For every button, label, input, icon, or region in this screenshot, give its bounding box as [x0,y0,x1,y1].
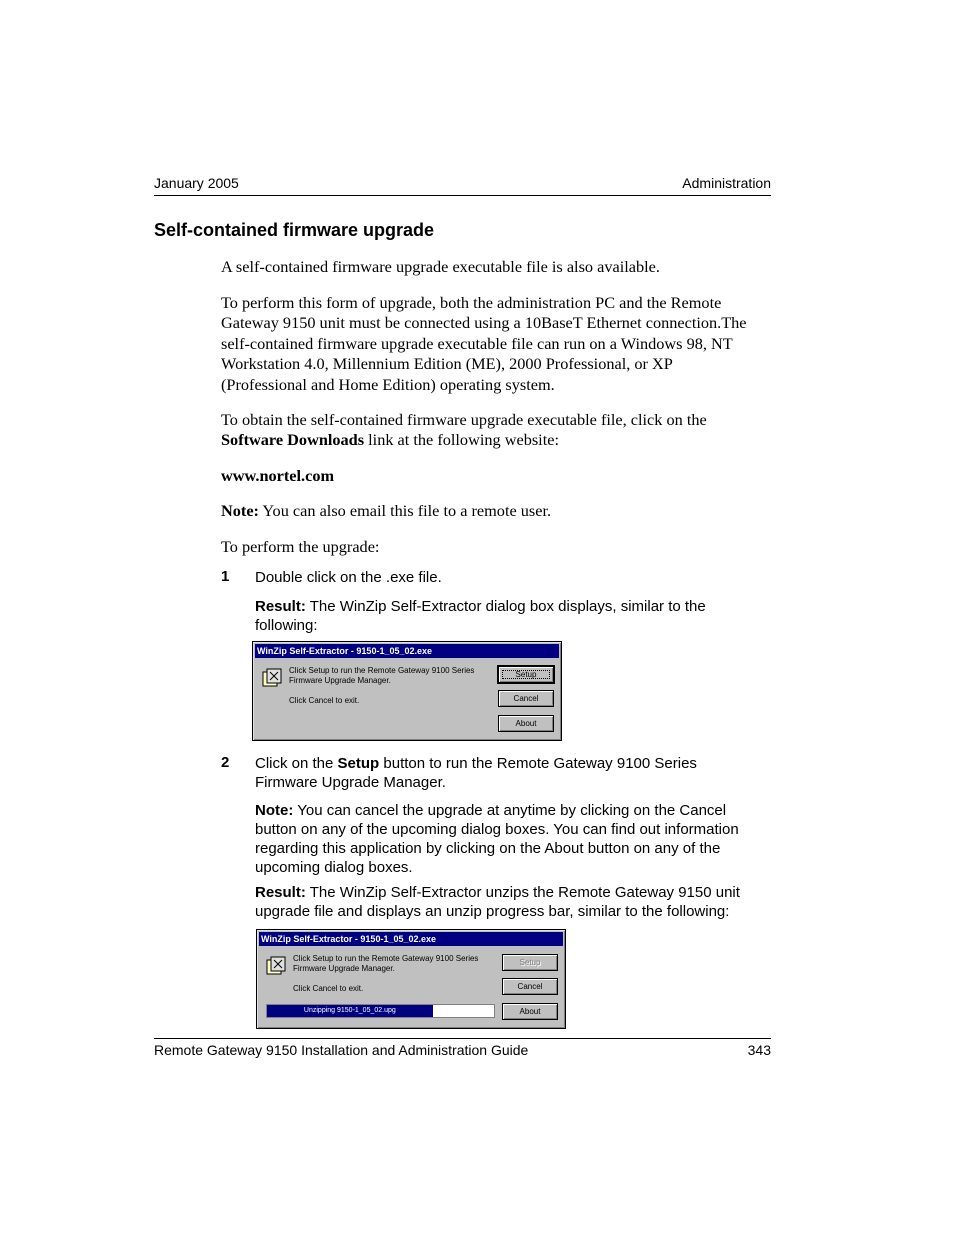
page-number: 343 [747,1042,771,1058]
step-number: 2 [221,754,230,771]
perform-paragraph: To perform the upgrade: [221,537,380,556]
winzip-icon [264,954,288,978]
step-result [255,883,775,921]
result-label: Result: [255,598,306,615]
dialog-message-line: Click Setup to run the Remote Gateway 9100 Series [289,666,475,675]
dialog-message [289,666,474,686]
paragraph-requirements [221,293,776,395]
footer-title: Remote Gateway 9150 Installation and Administration Guide [154,1042,529,1058]
paragraph-line-rest: link at the following website: [364,430,559,450]
progress-label: Unzipping 9150-1_05_02.upg [303,1007,396,1014]
result-text: The WinZip Self-Extractor dialog box displays, similar to the [305,598,706,615]
winzip-dialog-screenshot [252,641,562,741]
paragraph-line: (Professional and Home Edition) operating system. [221,374,555,394]
winzip-icon [260,666,284,690]
paragraph-line: Gateway 9150 unit must be connected using a 10BaseT Ethernet connection.The [221,313,747,333]
step-result-line [255,597,775,616]
step-result-line [255,883,775,902]
dialog-message [293,954,478,974]
website-url: www.nortel.com [221,466,335,485]
about-button[interactable]: About [502,1003,558,1020]
dialog-cancel-message: Click Cancel to exit. [289,696,360,705]
step-result [255,597,775,635]
unzip-progress-bar [266,1004,495,1018]
step-text: Double click on the .exe file. [255,569,442,586]
software-downloads-link-label: Software Downloads [221,430,365,450]
paragraph-intro: A self-contained firmware upgrade executable file is also available. [221,257,660,276]
step-note-line [255,801,775,820]
cancel-button[interactable]: Cancel [502,978,558,995]
paragraph-line: self-contained firmware upgrade executable file can run on a Windows 98, NT [221,333,733,353]
about-button[interactable]: About [498,715,554,732]
result-label: Result: [255,884,306,901]
note-text: You can cancel the upgrade at anytime by clicking on the Cancel [293,802,727,819]
step-text [255,754,775,792]
step-note [255,801,775,877]
setup-button[interactable]: Setup [502,954,558,971]
step-text-post: button to run the Remote Gateway 9100 Series [379,755,697,772]
cancel-button[interactable]: Cancel [498,690,554,707]
result-text: The WinZip Self-Extractor unzips the Remote Gateway 9150 unit [305,884,740,901]
paragraph-line [221,430,776,450]
header-date: January 2005 [154,175,239,191]
step-result-line: upgrade file and displays an unzip progress bar, similar to the following: [255,903,730,920]
section-heading: Self-contained firmware upgrade [154,220,435,240]
step-text-pre: Click on the [255,755,338,772]
step-text-line [255,754,775,773]
note-label: Note: [221,501,259,520]
step-result-line: following: [255,617,318,634]
setup-bold-label: Setup [337,755,380,772]
note-paragraph [221,501,776,521]
paragraph-obtain [221,410,776,451]
step-note-line: regarding this application by clicking on the About button on any of the [255,840,721,857]
step-note-line: upcoming dialog boxes. [255,859,413,876]
step-text-line: Firmware Upgrade Manager. [255,774,446,791]
paragraph-line: To perform this form of upgrade, both the administration PC and the Remote [221,293,722,312]
setup-button[interactable]: Setup [498,666,554,683]
dialog-message-line: Firmware Upgrade Manager. [293,964,395,973]
step-note-line: button on any of the upcoming dialog boxes. You can find out information [255,821,739,838]
paragraph-line: Workstation 4.0, Millennium Edition (ME), 2000 Professional, or XP [221,354,673,374]
note-text: You can also email this file to a remote user. [258,501,552,520]
dialog-message-line: Click Setup to run the Remote Gateway 9100 Series [293,954,479,963]
header-section: Administration [682,175,771,191]
dialog-cancel-message: Click Cancel to exit. [293,984,364,993]
dialog-message-line: Firmware Upgrade Manager. [289,676,391,685]
note-label: Note: [255,802,294,819]
dialog-title: WinZip Self-Extractor - 9150-1_05_02.exe [259,932,563,946]
dialog-title: WinZip Self-Extractor - 9150-1_05_02.exe [255,644,559,658]
header-rule [154,195,771,196]
footer-rule [154,1038,771,1039]
winzip-progress-dialog-screenshot [256,929,566,1029]
paragraph-line: To obtain the self-contained firmware upgrade executable file, click on the [221,410,707,429]
step-number: 1 [221,568,230,585]
